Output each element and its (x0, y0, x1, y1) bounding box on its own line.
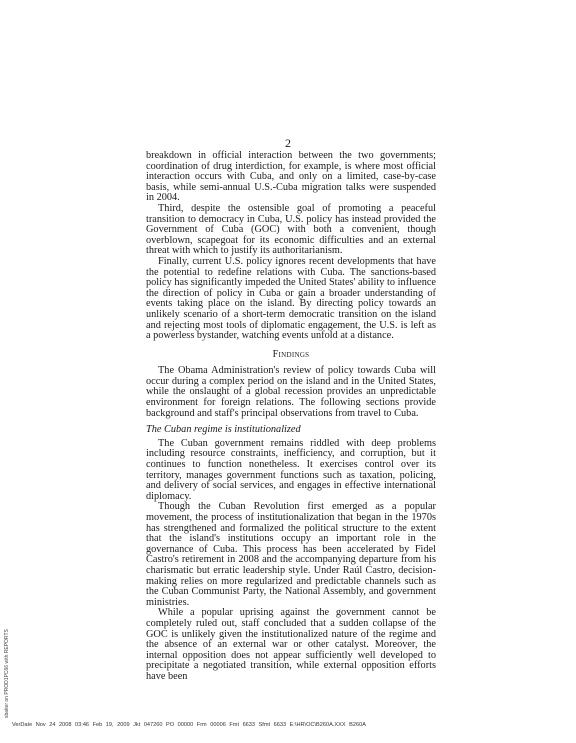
findings-paragraph: The Obama Administration's review of policy towards Cuba will occur during a complex period on the island and in the United States, while the onslaught of a global recession provides an unpredictable environment for foreign relations. The following sections provide background and staff's principal observations from travel to Cuba. (146, 365, 436, 419)
paragraph-government: The Cuban government remains riddled with deep problems including resource constraints, inefficiency, and corruption, but it continues to function nonetheless. It exercises control over its territory, manages government functions such as taxation, policing, and delivery of social services, and engages in effective international diplomacy. (146, 437, 436, 502)
section-subheading: The Cuban regime is institutionalized (146, 424, 301, 436)
report-body (146, 151, 436, 683)
print-footer: VerDate Nov 24 2008 03:46 Feb 19, 2009 Jkt 047260 PO 00000 Frm 00006 Fmt 6633 Sfmt 6633 E:\HR\OC\B260A.XXX B260A (12, 722, 366, 728)
paragraph-finally: Finally, current U.S. policy ignores recent developments that have the potential to redefine relations with Cuba. The sanctions-based policy has significantly impeded the United States' ability to influence the direction of policy in Cuba or gain a broader understanding of events taking place on the island. By directing policy towards an unlikely scenario of a short-term democratic transition on the island and rejecting most tools of diplomatic engagement, the U.S. is left as a powerless bystander, watching events unfold at a distance. (146, 255, 436, 342)
paragraph-revolution: Though the Cuban Revolution first emerged as a popular movement, the process of institutionalization that began in the 1970s has strengthened and formalized the political structure to the extent that the island's institutions occupy an important role in the governance of Cuba. This process has been accelerated by Fidel Castro's retirement in 2008 and the accompanying departure from his charismatic but erratic leadership style. Under Raúl Castro, decision-making relies on more regularized and predictable channels such as the Cuban Communist Party, the National Assembly, and government ministries. (146, 501, 436, 608)
page-number: 2 (285, 136, 291, 150)
paragraph-uprising: While a popular uprising against the government cannot be completely ruled out, staff concluded that a sudden collapse of the GOC is unlikely given the institutionalized nature of the regime and the absence of an external war or other catalyst. Moreover, the internal opposition does not appear sufficiently well developed to precipitate a negotiated transition, while external opposition efforts have been (146, 607, 436, 682)
paragraph-continuation: breakdown in official interaction between the two governments; coordination of drug interdiction, for example, is where most official interaction occurs with Cuba, and only on a limited, case-by-case basis, while semi-annual U.S.-Cuba migration talks were suspended in 2004. (146, 150, 436, 204)
findings-heading: Findings (272, 348, 310, 360)
side-stamp: sbaker on PROD1PC66 with REPORTS (4, 629, 10, 718)
paragraph-third: Third, despite the ostensible goal of promoting a peaceful transition to democracy in Cuba, U.S. policy has instead provided the Government of Cuba (GOC) with both a convenient, though overblown, scapegoat for its economic difficulties and an external threat with which to justify its authoritarianism. (146, 202, 436, 257)
